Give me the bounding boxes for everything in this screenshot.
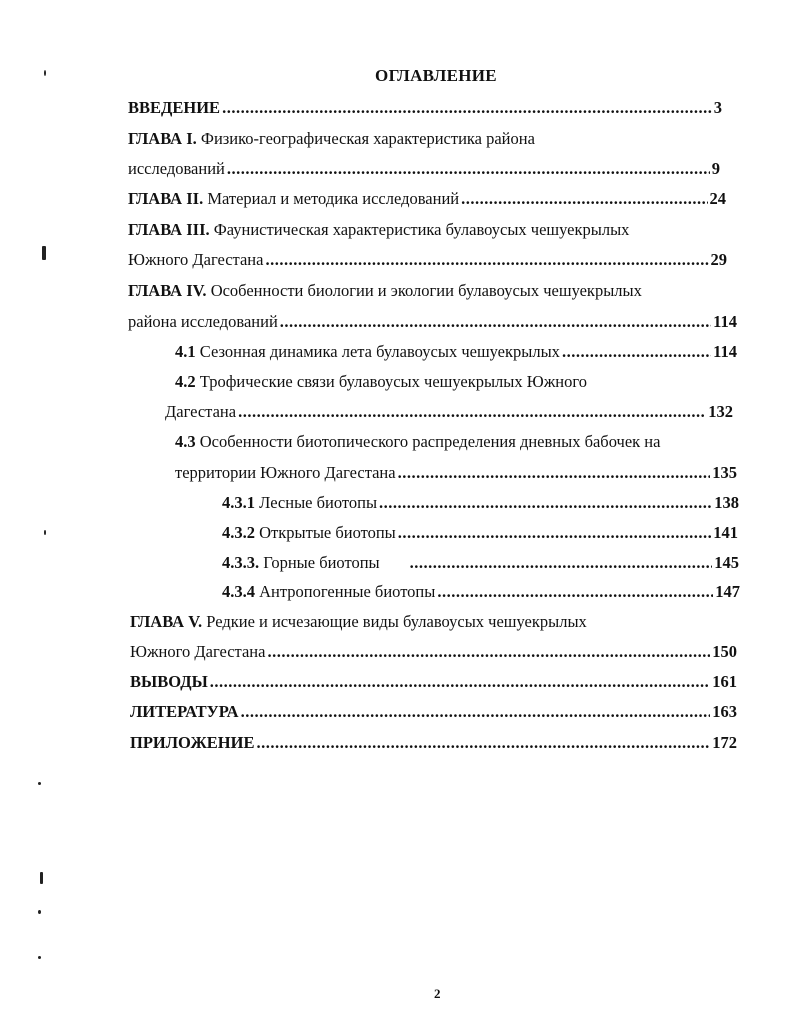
entry-page: 132 — [708, 402, 733, 421]
toc-entry-chapter-5-cont[interactable] — [130, 642, 737, 662]
entry-title: ПРИЛОЖЕНИЕ — [130, 733, 255, 752]
toc-entry-section-4-3-3[interactable] — [222, 553, 739, 573]
section-number: 4.3.1 — [222, 493, 255, 512]
entry-page: 135 — [712, 463, 737, 482]
entry-page: 9 — [711, 159, 720, 178]
toc-entry-section-4-3-4[interactable] — [222, 582, 740, 602]
toc-entry-chapter-1-cont[interactable] — [128, 159, 720, 179]
entry-title: Материал и методика исследований — [207, 189, 460, 208]
dot-leader — [238, 402, 706, 422]
entry-title-continued: Южного Дагестана — [128, 250, 264, 269]
entry-title: Особенности биотопического распределения дневных бабочек на — [199, 432, 661, 451]
entry-title-continued: исследований — [128, 159, 225, 178]
scan-speck — [38, 956, 41, 959]
toc-entry-section-4-2-cont[interactable] — [165, 402, 733, 422]
dot-leader — [241, 702, 711, 722]
entry-title-continued: Дагестана — [165, 402, 237, 421]
toc-entry-chapter-1[interactable] — [128, 129, 535, 149]
toc-entry-section-4-2[interactable] — [175, 372, 587, 392]
toc-entry-section-4-3-1[interactable] — [222, 493, 739, 513]
entry-title: Горные биотопы — [263, 553, 380, 572]
entry-title: Антропогенные биотопы — [259, 582, 436, 601]
dot-leader — [398, 463, 711, 483]
toc-entry-chapter-5[interactable] — [130, 612, 587, 632]
scan-speck — [44, 530, 46, 535]
toc-entry-section-4-3[interactable] — [175, 432, 660, 452]
page-number: 2 — [434, 986, 441, 1001]
dot-leader — [265, 250, 708, 270]
scan-speck — [38, 910, 41, 914]
section-number: 4.3.4 — [222, 582, 255, 601]
chapter-number: ГЛАВА IV. — [128, 281, 207, 300]
scan-speck — [44, 70, 46, 76]
section-number: 4.2 — [175, 372, 196, 391]
scan-speck — [42, 246, 46, 260]
chapter-number: ГЛАВА V. — [130, 612, 203, 631]
dot-leader — [210, 672, 710, 692]
toc-entry-section-4-3-cont[interactable] — [175, 463, 737, 483]
dot-leader — [562, 342, 711, 362]
dot-leader — [437, 582, 713, 602]
dot-leader — [256, 733, 710, 753]
entry-title: Фаунистическая характеристика булавоусых чешуекрылых — [213, 220, 630, 239]
entry-page: 114 — [713, 342, 737, 361]
entry-title: Сезонная динамика лета булавоусых чешуекрылых — [199, 342, 560, 361]
dot-leader — [227, 159, 710, 179]
page-title: ОГЛАВЛЕНИЕ — [375, 66, 497, 85]
entry-title: Особенности биологии и экологии булавоусых чешуекрылых — [210, 281, 642, 300]
scan-speck — [38, 782, 41, 785]
entry-page: 161 — [712, 672, 737, 691]
toc-entry-chapter-4[interactable] — [128, 281, 642, 301]
entry-title-continued: территории Южного Дагестана — [175, 463, 396, 482]
chapter-number: ГЛАВА II. — [128, 189, 204, 208]
entry-page: 138 — [714, 493, 739, 512]
dot-leader — [379, 493, 712, 513]
toc-entry-introduction[interactable] — [128, 98, 722, 118]
toc-entry-section-4-3-2[interactable] — [222, 523, 738, 543]
dot-leader — [222, 98, 712, 118]
toc-entry-literature[interactable] — [130, 702, 737, 722]
entry-page: 145 — [714, 553, 739, 572]
entry-page: 29 — [710, 250, 727, 269]
entry-page: 150 — [712, 642, 737, 661]
entry-title-continued: района исследований — [128, 312, 278, 331]
entry-page: 147 — [715, 582, 740, 601]
entry-title: ВВЕДЕНИЕ — [128, 98, 221, 117]
toc-entry-section-4-1[interactable] — [175, 342, 737, 362]
toc-entry-chapter-3-cont[interactable] — [128, 250, 727, 270]
entry-title: Физико-географическая характеристика района — [200, 129, 535, 148]
entry-page: 24 — [709, 189, 726, 208]
section-number: 4.3 — [175, 432, 196, 451]
entry-title: ВЫВОДЫ — [130, 672, 208, 691]
dot-leader — [410, 553, 713, 573]
entry-page: 163 — [712, 702, 737, 721]
section-number: 4.3.2 — [222, 523, 255, 542]
entry-title: Лесные биотопы — [259, 493, 378, 512]
toc-entry-chapter-2[interactable] — [128, 189, 726, 209]
dot-leader — [280, 312, 711, 332]
entry-page: 172 — [712, 733, 737, 752]
entry-page: 114 — [713, 312, 737, 331]
entry-title-continued: Южного Дагестана — [130, 642, 266, 661]
dot-leader — [267, 642, 710, 662]
dot-leader — [398, 523, 711, 543]
toc-entry-conclusions[interactable] — [130, 672, 737, 692]
chapter-number: ГЛАВА III. — [128, 220, 210, 239]
dot-leader — [461, 189, 707, 209]
entry-page: 141 — [713, 523, 738, 542]
toc-entry-chapter-3[interactable] — [128, 220, 629, 240]
entry-title: Редкие и исчезающие виды булавоусых чешуекрылых — [206, 612, 587, 631]
section-number: 4.1 — [175, 342, 196, 361]
toc-entry-appendix[interactable] — [130, 733, 737, 753]
entry-title: ЛИТЕРАТУРА — [130, 702, 239, 721]
entry-title: Трофические связи булавоусых чешуекрылых Южного — [199, 372, 587, 391]
section-number: 4.3.3. — [222, 553, 260, 572]
chapter-number: ГЛАВА I. — [128, 129, 197, 148]
scan-speck — [40, 872, 43, 884]
entry-page: 3 — [713, 98, 722, 117]
entry-title: Открытые биотопы — [259, 523, 396, 542]
toc-entry-chapter-4-cont[interactable] — [128, 312, 737, 332]
